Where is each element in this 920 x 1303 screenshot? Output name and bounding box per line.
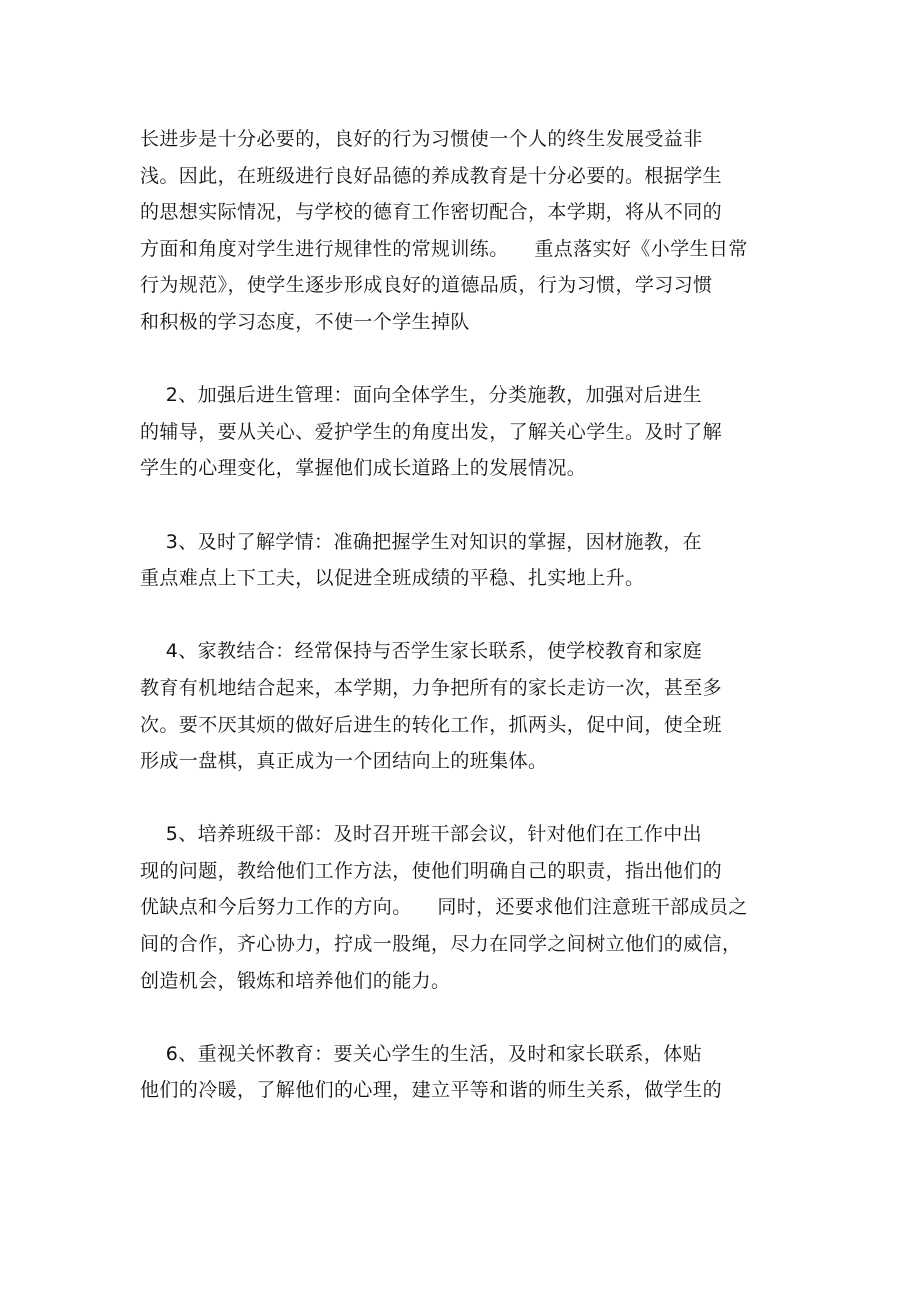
text-line: 和积极的学习态度，不使一个学生掉队 <box>140 310 470 333</box>
text-line: 形成一盘棋，真正成为一个团结向上的班集体。 <box>140 750 548 773</box>
text-line: 浅。因此，在班级进行良好品德的养成教育是十分必要的。根据学生 <box>140 164 723 187</box>
paragraph-spacer <box>140 999 780 1036</box>
text-line: 次。要不厌其烦的做好后进生的转化工作，抓两头，促中间，使全班 <box>140 713 723 736</box>
text-line: 重点难点上下工夫，以促进全班成绩的平稳、扎实地上升。 <box>140 567 645 590</box>
text-line: 长进步是十分必要的，良好的行为习惯使一个人的终生发展受益非 <box>140 128 703 150</box>
paragraph-item-5 <box>140 816 780 999</box>
paragraph-spacer <box>140 341 780 378</box>
paragraph-item-2 <box>140 377 780 487</box>
text-line: 行为规范》，使学生逐步形成良好的道德品质，行为习惯，学习习惯 <box>140 274 713 297</box>
text-line: 4、家教结合：经常保持与否学生家长联系，使学校教育和家庭 <box>140 640 703 663</box>
text-line: 3、及时了解学情：准确把握学生对知识的掌握，因材施教，在 <box>140 530 703 553</box>
paragraph-moral-education <box>140 121 780 341</box>
text-line: 学生的心理变化，掌握他们成长道路上的发展情况。 <box>140 457 587 480</box>
text-line: 现的问题，教给他们工作方法，使他们明确自己的职责，指出他们的 <box>140 859 723 882</box>
paragraph-spacer <box>140 780 780 817</box>
paragraph-spacer <box>140 487 780 524</box>
text-line: 间的合作，齐心协力，拧成一股绳，尽力在同学之间树立他们的威信， <box>140 933 742 956</box>
text-line: 6、重视关怀教育：要关心学生的生活，及时和家长联系，体贴 <box>140 1042 703 1065</box>
text-line: 2、加强后进生管理：面向全体学生，分类施教，加强对后进生 <box>140 384 703 407</box>
text-line: 的思想实际情况，与学校的德育工作密切配合，本学期，将从不同的 <box>140 201 723 224</box>
text-line: 的辅导，要从关心、爱护学生的角度出发，了解关心学生。及时了解 <box>140 420 723 443</box>
text-line: 教育有机地结合起来，本学期，力争把所有的家长走访一次，甚至多 <box>140 676 723 699</box>
text-line: 方面和角度对学生进行规律性的常规训练。 重点落实好《小学生日常 <box>140 237 748 260</box>
text-line: 他们的冷暖，了解他们的心理，建立平等和谐的师生关系，做学生的 <box>140 1079 723 1102</box>
text-line: 创造机会，锻炼和培养他们的能力。 <box>140 969 451 992</box>
text-line: 5、培养班级干部：及时召开班干部会议，针对他们在工作中出 <box>140 823 703 846</box>
text-line: 优缺点和今后努力工作的方向。 同时，还要求他们注意班干部成员之 <box>140 896 748 919</box>
paragraph-item-6 <box>140 1036 780 1109</box>
paragraph-item-3 <box>140 524 780 597</box>
document-body <box>140 121 780 1109</box>
paragraph-spacer <box>140 597 780 634</box>
paragraph-item-4 <box>140 633 780 779</box>
